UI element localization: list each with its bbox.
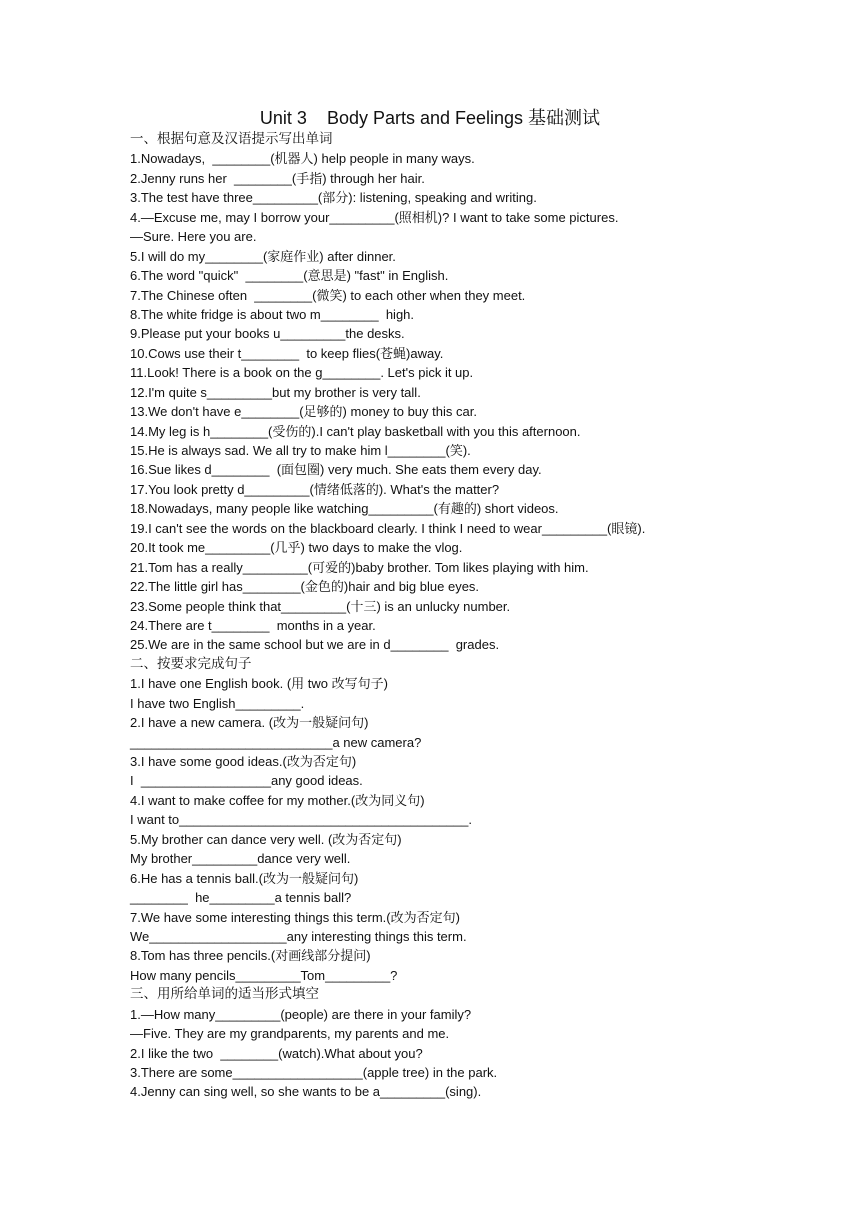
section-heading: 三、用所给单词的适当形式填空 bbox=[130, 986, 319, 1003]
exercise-line: 5.My brother can dance very well. (改为否定句) bbox=[130, 831, 402, 847]
exercise-line: 25.We are in the same school but we are in d________ grades. bbox=[130, 637, 500, 653]
exercise-line: 8.Tom has three pencils.(对画线部分提问) bbox=[130, 948, 371, 964]
section-heading: 一、根据句意及汉语提示写出单词 bbox=[130, 131, 333, 147]
exercise-line: 4.Jenny can sing well, so she wants to be a_________(sing). bbox=[130, 1084, 482, 1100]
exercise-line: 7.The Chinese often ________(微笑) to each other when they meet. bbox=[130, 287, 526, 303]
exercise-line: I have two English_________. bbox=[130, 695, 305, 711]
exercise-line: 7.We have some interesting things this term.(改为否定句) bbox=[130, 909, 460, 925]
exercise-line: 2.Jenny runs her ________(手指) through her hair. bbox=[130, 170, 425, 186]
exercise-line: 11.Look! There is a book on the g________. Let's pick it up. bbox=[130, 365, 474, 381]
exercise-line: 8.The white fridge is about two m________ high. bbox=[130, 306, 415, 322]
exercise-lines bbox=[130, 130, 830, 1102]
exercise-line: ____________________________a new camera? bbox=[130, 734, 422, 750]
exercise-line: 18.Nowadays, many people like watching_________(有趣的) short videos. bbox=[130, 501, 559, 517]
exercise-line: 1.Nowadays, ________(机器人) help people in many ways. bbox=[130, 151, 475, 167]
exercise-line: 10.Cows use their t________ to keep flies(苍蝇)away. bbox=[130, 345, 444, 361]
exercise-line: 13.We don't have e________(足够的) money to buy this car. bbox=[130, 404, 477, 420]
exercise-line: ________ he_________a tennis ball? bbox=[130, 890, 352, 906]
exercise-line: 21.Tom has a really_________(可爱的)baby brother. Tom likes playing with him. bbox=[130, 559, 589, 575]
exercise-line: 1.—How many_________(people) are there in your family? bbox=[130, 1006, 472, 1022]
exercise-line: I __________________any good ideas. bbox=[130, 773, 363, 789]
exercise-line: 9.Please put your books u_________the desks. bbox=[130, 326, 405, 342]
exercise-line: How many pencils_________Tom_________? bbox=[130, 967, 398, 983]
exercise-line: 3.I have some good ideas.(改为否定句) bbox=[130, 754, 357, 769]
exercise-line: 1.I have one English book. (用 two 改写句子) bbox=[130, 676, 388, 692]
exercise-line: I want to________________________________________. bbox=[130, 812, 472, 828]
exercise-line: We___________________any interesting things this term. bbox=[130, 928, 467, 944]
exercise-line: 15.He is always sad. We all try to make him l________(笑). bbox=[130, 443, 471, 458]
exercise-line: 2.I like the two ________(watch).What about you? bbox=[130, 1045, 423, 1061]
exercise-line: 6.The word "quick" ________(意思是) "fast" in English. bbox=[130, 268, 449, 284]
exercise-line: 2.I have a new camera. (改为一般疑问句) bbox=[130, 715, 369, 731]
exercise-line: 20.It took me_________(几乎) two days to make the vlog. bbox=[130, 540, 463, 556]
exercise-line: 3.There are some__________________(apple tree) in the park. bbox=[130, 1065, 498, 1080]
exercise-line: 22.The little girl has________(金色的)hair and big blue eyes. bbox=[130, 579, 480, 595]
exercise-line: 5.I will do my________(家庭作业) after dinner. bbox=[130, 248, 396, 264]
section-heading: 二、按要求完成句子 bbox=[130, 655, 252, 672]
exercise-line: 23.Some people think that_________(十三) is an unlucky number. bbox=[130, 598, 511, 614]
exercise-line: 14.My leg is h________(受伤的).I can't play basketball with you this afternoon. bbox=[130, 423, 581, 439]
page-title: Unit 3 Body Parts and Feelings 基础测试 bbox=[259, 108, 601, 128]
exercise-line: 17.You look pretty d_________(情绪低落的). What's the matter? bbox=[130, 481, 500, 497]
exercise-line: 12.I'm quite s_________but my brother is very tall. bbox=[130, 384, 421, 400]
exercise-line: My brother_________dance very well. bbox=[130, 851, 351, 867]
exercise-line: —Sure. Here you are. bbox=[130, 229, 257, 245]
exercise-line: 19.I can't see the words on the blackboard clearly. I think I need to wear_________(眼镜). bbox=[130, 520, 646, 536]
exercise-line: 24.There are t________ months in a year. bbox=[130, 617, 376, 633]
exercise-line: —Five. They are my grandparents, my parents and me. bbox=[130, 1026, 450, 1042]
exercise-line: 3.The test have three_________(部分): listening, speaking and writing. bbox=[130, 190, 537, 206]
exercise-line: 16.Sue likes d________ (面包圈) very much. She eats them every day. bbox=[130, 462, 542, 478]
exercise-line: 4.—Excuse me, may I borrow your_________(照相机)? I want to take some pictures. bbox=[130, 209, 619, 225]
exercise-line: 4.I want to make coffee for my mother.(改为同义句) bbox=[130, 792, 425, 808]
exercise-line: 6.He has a tennis ball.(改为一般疑问句) bbox=[130, 870, 359, 886]
